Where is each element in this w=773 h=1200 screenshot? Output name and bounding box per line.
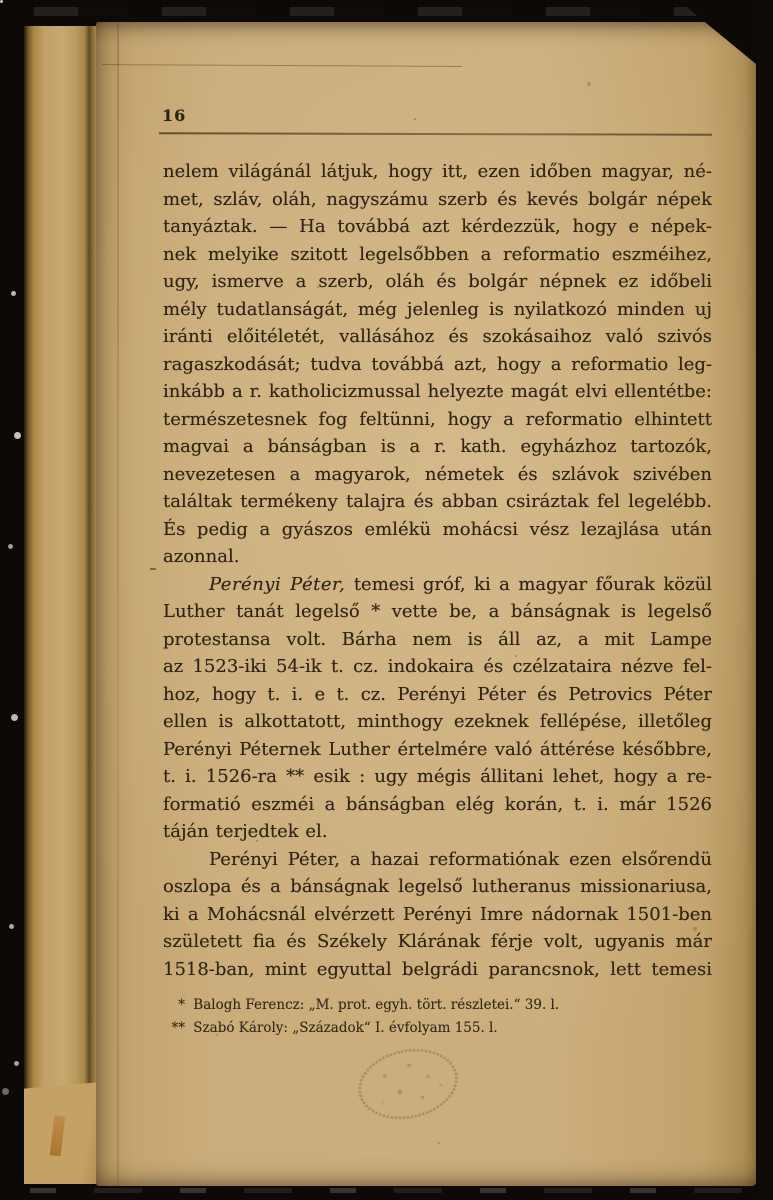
frame-right-edge (758, 0, 773, 1200)
foxing-specks (96, 22, 98, 24)
text-line: ragaszkodását; tudva továbbá azt, hogy a reformatio leg- (163, 353, 712, 375)
text-line: nek melyike szitott legelsőbben a reformatio eszméihez, (163, 243, 712, 265)
text-line: hoz, hogy t. i. e t. cz. Perényi Péter és Petrovics Péter (163, 683, 712, 705)
page-crease (117, 22, 119, 1186)
text-line: ki a Mohácsnál elvérzett Perényi Imre nádornak 1501-ben (163, 903, 712, 925)
text-line: protestansa volt. Bárha nem is áll az, a mit Lampe (163, 628, 712, 650)
text-line: ellen is alkottatott, minthogy ezeknek fellépése, illetőleg (163, 711, 712, 732)
page-number: 16 (162, 106, 187, 125)
text-line: találtak termékeny talajra és abban csiráztak fel legelébb. (163, 491, 712, 512)
text-line: az 1523-iki 54-ik t. cz. indokaira és czélzataira nézve fel- (163, 656, 712, 677)
ink-stamp-icon (352, 1040, 464, 1127)
text-line: 1518-ban, mint egyuttal belgrádi parancsnok, lett temesi (163, 958, 712, 980)
footnote: * Balogh Ferencz: „M. prot. egyh. tört. részletei.“ 39. l. (163, 994, 712, 1017)
text-line: azonnal. (163, 546, 240, 567)
frame-scratch-top (0, 7, 773, 16)
footnote-marker: ** (171, 1019, 185, 1036)
text-line: Perényi Péter, temesi gróf, ki a magyar főurak közül (209, 573, 712, 595)
text-line: Perényi Péternek Luther értelmére való áttérése későbbre, (163, 738, 712, 760)
page-top-edge-line (102, 64, 462, 67)
header-rule (159, 132, 712, 135)
text-line: nevezetesen a magyarok, németek és szlávok szivében (163, 463, 712, 485)
text-line: oszlopa és a bánságnak legelső lutheranus missionariusa, (163, 876, 712, 897)
text-line: met, szláv, oláh, nagyszámu szerb és kevés bolgár népek (163, 188, 712, 210)
text-line: táján terjedtek el. (163, 821, 328, 842)
text-line: t. i. 1526-ra ** esik : ugy mégis állitani lehet, hogy a re- (163, 766, 712, 787)
ink-artifact (150, 568, 156, 570)
gutter-specks (0, 0, 3, 3)
text-line: természetesnek fog feltünni, hogy a reformatio elhintett (163, 408, 712, 430)
page-edges (24, 26, 98, 1178)
book-page (96, 22, 756, 1186)
text-line: És pedig a gyászos emlékü mohácsi vész lezajlása után (163, 518, 712, 540)
text-line: formatió eszméi a bánságban elég korán, t. i. már 1526 (163, 793, 712, 815)
text-line: született fia és Székely Klárának férje volt, ugyanis már (163, 931, 712, 952)
frame-scratch-bottom (30, 1188, 750, 1193)
text-line: Perényi Péter, a hazai reformatiónak ezen elsőrendü (209, 848, 712, 870)
footnote: ** Szabó Károly: „Századok“ I. évfolyam 155. l. (163, 1017, 712, 1040)
text-line: magvai a bánságban is a r. kath. egyházhoz tartozók, (163, 436, 712, 457)
footnote-marker: * (178, 997, 185, 1013)
body-text (163, 158, 712, 983)
text-line: tanyáztak. — Ha továbbá azt kérdezzük, hogy e népek- (163, 216, 712, 237)
text-line: mély tudatlanságát, még jelenleg is nyilatkozó minden uj (163, 298, 712, 320)
text-line: inkább a r. katholicizmussal helyezte magát elvi ellentétbe: (163, 381, 712, 402)
footnotes (163, 994, 712, 1039)
text-line: iránti előitéletét, vallásához és szokásaihoz való szivós (163, 326, 712, 347)
text-line: nelem világánál látjuk, hogy itt, ezen időben magyar, né- (163, 161, 712, 182)
text-line: ugy, ismerve a szerb, oláh és bolgár népnek ez időbeli (163, 271, 712, 292)
text-line: Luther tanát legelső * vette be, a bánságnak is legelső (163, 601, 712, 622)
